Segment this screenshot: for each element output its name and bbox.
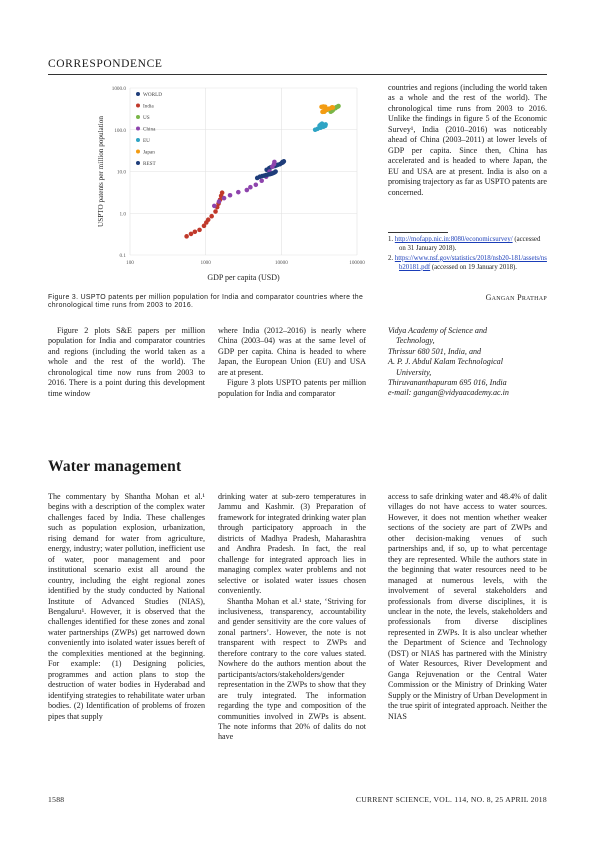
author-email[interactable]: e-mail: gangan@vidyaacademy.ac.in	[388, 388, 509, 398]
data-point	[220, 190, 225, 195]
body-col2: where India (2012–2016) is nearly where China (2003–04) was at the same level of GDP per capita. China is headed to where Japan, the European Union (EU) and USA are at present. Figure 3 plots USPTO patents per million population for India and comparator	[218, 326, 366, 398]
data-point	[228, 193, 233, 198]
footnote-2: 2. https://www.nsf.gov/statistics/2018/nsb20-181/assets/nsb20181.pdf (accessed on 19 January 2018).	[388, 254, 547, 271]
section-label: CORRESPONDENCE	[48, 58, 163, 70]
legend-label: WORLD	[143, 92, 163, 98]
legend-marker	[136, 138, 140, 142]
footnote-1: 1. http://mofapp.nic.in:8080/economicsurvey/ (accessed on 31 January 2018).	[388, 236, 541, 252]
footnote-1-link[interactable]: http://mofapp.nic.in:8080/economicsurvey/	[394, 236, 513, 243]
data-point	[330, 105, 335, 110]
data-point	[254, 183, 259, 188]
data-point	[217, 199, 222, 204]
legend-label: US	[143, 115, 150, 121]
legend-label: India	[143, 103, 154, 110]
y-tick-label: 1.0	[119, 211, 126, 218]
x-tick-label: 10000	[274, 260, 288, 266]
data-point	[212, 204, 217, 209]
water-col2: drinking water at sub-zero temperatures in Jammu and Kashmir. (3) Preparation of framework for integrated drinking water plan through participatory approach in the districts of Madhya Pradesh, Maharashtra and Andhra Pradesh. In fact, the real challenge for integrated approach lies in managing complex water problems and not selective or isolated water issues chosen conveniently. Shantha Mohan et al.¹ state, ‘Striving for inclusiveness, transparency, accountability and gender sensitivity are the core values of zonal partners’. However, the note is not transparent with respect to ZWPs and therefore contrary to the core values stated. Nowhere do the authors mention about the participants/actors/stakeholders/gender representation in the ZWPs to show that they are truly integrated. The information regarding the type and composition of the communities involved in ZWPs is absent. The note informs that 20% of dalits do not have	[218, 492, 366, 742]
data-point	[248, 185, 253, 190]
header-rule	[48, 74, 547, 75]
data-point	[193, 229, 198, 234]
y-tick-label: 10.0	[116, 169, 126, 176]
x-tick-label: 1000	[200, 260, 211, 266]
legend-marker	[136, 92, 140, 96]
data-point	[206, 217, 211, 222]
y-tick-label: 0.1	[119, 253, 126, 259]
data-point	[209, 214, 214, 219]
data-point	[236, 190, 241, 195]
water-col3: access to safe drinking water and 48.4% of dalit villages do not have access to water sources. However, it does not mention whether weaker sections of the society are part of ZWPs and other decision-making venues of such partnerships and, if so, up to what percentage they are represented. While the authors state in the beginning that water resources need to be managed at numerous levels, with the involvement of several stakeholders and professionals from diverse disciplines, it is unclear in the note, the levels, stakeholders and professionals from diverse disciplines represented in ZWPs. It is also unclear whether the Department of Science and Technology (DST) or NIAS has partnered with the Ministry of Water Resources, River Development and Ganga Rejuvenation or the Central Water Commission or the Ministry of Drinking Water Supply or the Ministry of Urban Development in the true spirit of integrated approach. Neither the NIAS	[388, 492, 547, 721]
y-tick-label: 100.0	[114, 127, 126, 134]
legend-marker	[136, 115, 140, 119]
legend-label: China	[143, 126, 156, 133]
patents-chart	[90, 80, 365, 285]
data-point	[197, 228, 202, 233]
author-name: Gangan Prathap	[485, 293, 547, 302]
data-point	[259, 178, 264, 183]
footnote-2-link[interactable]: https://www.nsf.gov/statistics/2018/nsb20-181/assets/nsb20181.pdf	[394, 254, 547, 271]
journal-info: CURRENT SCIENCE, VOL. 114, NO. 8, 25 APRIL 2018	[355, 795, 547, 804]
footnote-rule	[388, 232, 448, 233]
legend-marker	[136, 161, 140, 165]
data-point	[282, 159, 287, 164]
y-tick-label: 1000.0	[111, 86, 126, 92]
legend-marker	[136, 104, 140, 108]
x-tick-label: 100000	[349, 260, 365, 266]
author-affiliation: Vidya Academy of Science and Technology, Thrissur 680 501, India, and A. P. J. Abdul Kalam Technological University, Thiruvananthapuram 695 016, India e-mail: gangan@vidyaacademy.ac.in	[388, 326, 547, 399]
water-col1: The commentary by Shantha Mohan et al.¹ begins with a description of the complex water challenges faced by India. These challenges such as population explosion, urbanization, rising demand for water from agriculture, energy, industry; water pollution, inefficient use of water, poor management and poor institutional scenario exist all around the country, including the eight regional zones identified by the study conducted by National Institute of Advanced Studies (NIAS), Bengaluru¹. However, it is observed that the challenges identified for these zones and zonal water partnerships (ZWPs) get narrowed down conveniently into isolated water issues bereft of the complexities mentioned at the beginning. For example: (1) Designing policies, programmes and action plans to stop the destruction of water bodies in Hyderabad and identifying strategies to rehabilitate water urban bodies. (2) Identification of problems of frozen pipes that supply	[48, 492, 205, 721]
figure-caption: Figure 3. USPTO patents per million population for India and comparator countries where the chronological time runs from 2003 to 2016.	[48, 294, 364, 310]
right-column-paragraph: countries and regions (including the world taken as a whole and the rest of the world). The chronological time runs from 2003 to 2016. Unlike the findings in figure 5 of the Economic Survey¹, India (2010–2016) was noticeably ahead of China (2003–2011) at lower levels of GDP per capita. Since then, China has accelerated and is headed to where Japan, the EU and USA are at present. India is also on a promising trajectory as far as USPTO patents are concerned.	[388, 83, 547, 197]
x-axis-label: GDP per capita (USD)	[207, 273, 280, 282]
data-point	[336, 104, 341, 109]
data-point	[189, 232, 194, 237]
page-number: 1588	[48, 795, 65, 804]
legend-label: Japan	[143, 149, 155, 156]
legend-label: EU	[143, 138, 150, 144]
legend-marker	[136, 127, 140, 131]
data-point	[272, 160, 277, 165]
data-point	[319, 105, 324, 110]
article-heading: Water management	[48, 458, 182, 475]
data-point	[184, 234, 189, 239]
legend-label: REST	[143, 161, 156, 167]
data-point	[320, 121, 325, 126]
data-point	[213, 209, 218, 214]
body-col1: Figure 2 plots S&E papers per million population for India and comparator countries and regions (including the world taken as a whole and the rest of the world). The chronological time now runs from 2003 to 2016. There is a point during this development time window	[48, 326, 205, 398]
legend-marker	[136, 150, 140, 154]
footnotes	[388, 236, 547, 273]
x-tick-label: 100	[126, 260, 134, 266]
data-point	[222, 196, 227, 201]
data-point	[273, 169, 278, 174]
y-axis-label: USPTO patents per million population	[97, 116, 105, 227]
